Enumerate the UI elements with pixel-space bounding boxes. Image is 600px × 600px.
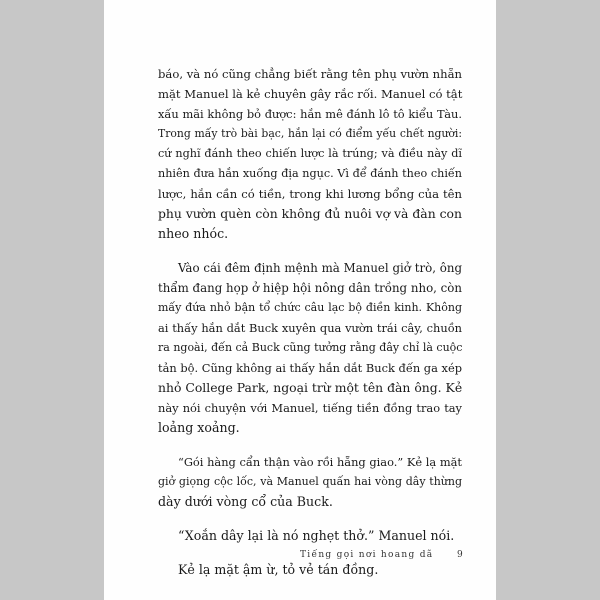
- paragraph-5: [158, 560, 462, 580]
- text-line: mặt Manuel là kẻ chuyên gây rắc rối. Manuel có tật: [158, 87, 463, 101]
- text-line: mấy đứa nhỏ bận tổ chức câu lạc bộ điền kinh. Không: [158, 301, 462, 314]
- paragraph-1: [158, 64, 462, 244]
- text-line: nheo nhóc.: [158, 226, 229, 241]
- text-line: giở giọng cộc lốc, và Manuel quấn hai vòng dây thừng: [158, 475, 462, 488]
- text-line: này nói chuyện với Manuel, tiếng tiền đồng trao tay: [158, 401, 462, 415]
- text-line: “Gói hàng cẩn thận vào rồi hẵng giao.” Kẻ lạ mặt: [178, 455, 462, 469]
- text-line: Trong mấy trò bài bạc, hắn lại có điểm yếu chết người:: [158, 127, 462, 140]
- text-line: xấu mãi không bỏ được: hắn mê đánh lô tô kiểu Tàu.: [158, 107, 462, 121]
- paragraph-4: [158, 526, 462, 546]
- text-line: ai thấy hắn dắt Buck xuyên qua vườn trái cây, chuồn: [158, 321, 462, 335]
- running-title: Tiếng gọi nơi hoang dã: [300, 550, 434, 560]
- paragraph-2: [158, 258, 462, 438]
- text-line: “Xoắn dây lại là nó nghẹt thở.” Manuel nói.: [178, 528, 455, 543]
- text-line: Kẻ lạ mặt ậm ừ, tỏ vẻ tán đồng.: [178, 562, 379, 577]
- page-number: 9: [456, 550, 464, 560]
- text-line: nhỏ College Park, ngoại trừ một tên đàn ông. Kẻ: [158, 380, 463, 395]
- text-line: phụ vườn quèn còn không đủ nuôi vợ và đàn con: [158, 206, 462, 221]
- text-line: loảng xoảng.: [158, 420, 240, 435]
- body-text: [158, 64, 462, 580]
- text-line: Vào cái đêm định mệnh mà Manuel giở trò, ông: [178, 261, 462, 275]
- paragraph-3: [158, 452, 462, 512]
- text-line: tản bộ. Cũng không ai thấy hắn dắt Buck đến ga xép: [158, 361, 462, 375]
- text-line: nhiên đưa hắn xuống địa ngục. Vì để đánh theo chiến: [158, 167, 462, 180]
- right-margin-band: [496, 0, 600, 600]
- text-line: báo, và nó cũng chẳng biết rằng tên phụ vườn nhẵn: [158, 67, 462, 81]
- text-line: ra ngoài, đến cả Buck cũng tưởng rằng đây chỉ là cuộc: [158, 341, 463, 354]
- text-line: dày dưới vòng cổ của Buck.: [158, 494, 333, 509]
- text-line: lược, hắn cần có tiền, trong khi lương bổng của tên: [158, 187, 462, 201]
- text-line: thẩm đang họp ở hiệp hội nông dân trồng nho, còn: [158, 281, 462, 295]
- text-line: cứ nghĩ đánh theo chiến lược là trúng; và điều này dĩ: [158, 147, 462, 160]
- left-margin-band: [0, 0, 104, 600]
- page-footer: [300, 550, 464, 560]
